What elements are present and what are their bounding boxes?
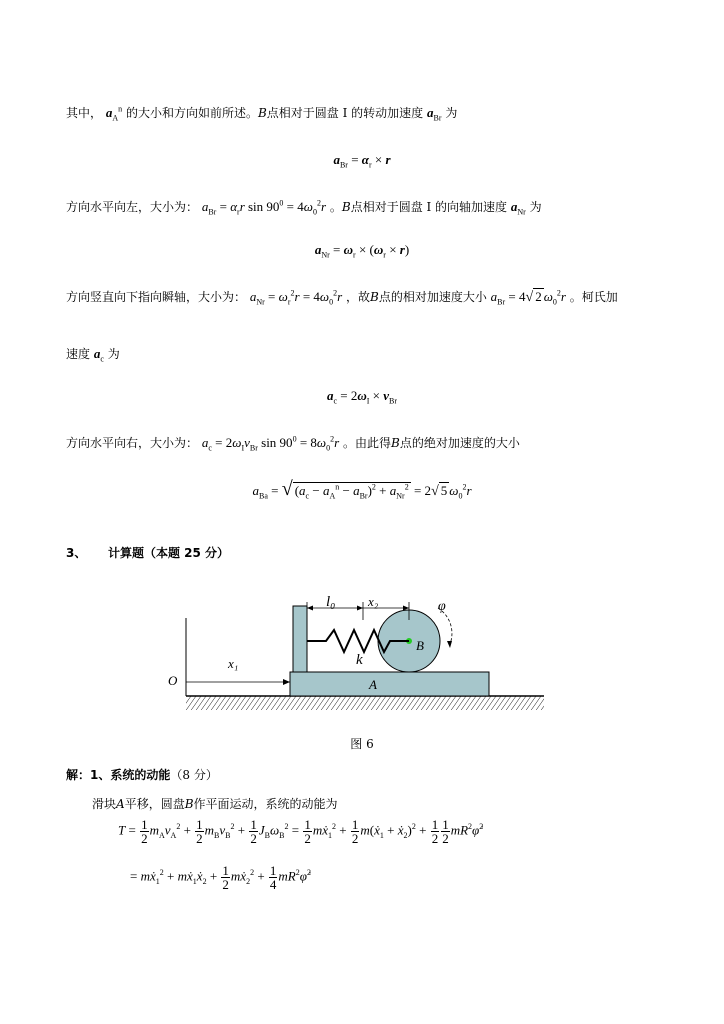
label-x2: x₂: [368, 594, 379, 609]
solution-label: 解：: [66, 768, 91, 782]
equation-a-Br: $a_{Br} = \alpha_r \times r$: [333, 152, 391, 170]
label-l0: l₀: [326, 594, 336, 610]
text-line-6: [66, 345, 120, 362]
label-phi: φ: [438, 599, 446, 614]
text-fragment: B: [257, 106, 267, 120]
text-fragment: ，故: [345, 290, 370, 304]
solution-heading: [66, 766, 218, 783]
equation-kinetic-energy-2: = mẋ$_1^2$ + mẋ$_1$ẋ$_2$ + $\frac{1}{2}$ mẋ$_2^2$ + $\frac{1}{4}$ $mR^2\varphi̇^2$: [130, 863, 311, 892]
equation-a-Ba: $a_{Ba}$ = √ $(a_c - a_A^n - a_{Br})^2 + a_{Nr}^2 = 2√$ 5 $\omega_0^2r$: [252, 478, 472, 501]
section-number: 3、: [66, 546, 87, 560]
ground-hatching: [186, 696, 544, 710]
text-fragment: 为: [529, 200, 542, 214]
text-fragment: B: [391, 436, 400, 450]
text-fragment: 滑块: [92, 797, 117, 811]
math-a-Nr-value: $a_{Nr} = \omega_r^2r = 4\omega_0^2r$: [249, 288, 343, 307]
math-a-A-n: $a_A^n$: [105, 104, 123, 123]
solution-step-title: 1、系统的动能: [90, 768, 171, 782]
text-fragment: 点的绝对加速度的大小: [399, 436, 520, 450]
text-fragment: 。: [329, 200, 342, 214]
math-a-Br-value: $a_{Br} = \alpha_rr$ $\sin 90^0 = 4\omega_0^2r$: [201, 198, 327, 217]
text-fragment: 为: [445, 106, 458, 120]
text-fragment: 为: [107, 347, 120, 361]
math-a-c: $a_c$: [93, 346, 104, 364]
math-a-Br: $a_{Br}$: [427, 105, 442, 123]
text-fragment: 平移，圆盘: [124, 797, 185, 811]
post: [293, 606, 307, 672]
solution-description: [92, 795, 338, 812]
text-line-1: [66, 104, 457, 121]
text-fragment: 的大小和方向如前所述。: [125, 106, 258, 120]
text-line-5: [66, 288, 618, 306]
label-x1: x₁: [228, 656, 239, 671]
text-fragment: B: [341, 200, 351, 214]
equation-kinetic-energy-1: T = $\frac{1}{2}$ $m_Av_A^2$ + $\frac{1}{2}$ $m_Bv_B^2$ + $\frac{1}{2}$ $J_B\omega_B^2$ = $\frac{1}{2}$ mẋ$_1^2$ + $\frac{1}{2}$ m(ẋ$_1$ + ẋ$_2$)$^2$ + $\frac{1}{2}$ $\frac{1}{2}$ $mR^2\varphi̇^2$: [118, 817, 484, 846]
text-fragment: 点相对于圆盘 I 的转动加速度: [266, 106, 424, 120]
text-fragment: 。由此得: [342, 436, 391, 450]
text-fragment: A: [116, 797, 125, 811]
text-fragment: 方向水平向左，大小为：: [66, 200, 199, 214]
block-A: [290, 672, 489, 696]
text-fragment: 方向水平向右，大小为：: [66, 436, 199, 450]
label-origin: O: [168, 673, 178, 688]
math-a-Nr: $a_{Nr}$: [510, 199, 526, 217]
label-k: k: [356, 652, 363, 668]
math-a-Br-rel: $a_{Br} = 4√$ 2 $\omega_0^2r$: [490, 288, 566, 307]
text-fragment: 速度: [66, 347, 91, 361]
text-fragment: 。柯氏加: [569, 290, 618, 304]
equation-a-Nr: $a_{Nr} = \omega_r \times (\omega_r \times r)$: [314, 242, 410, 260]
text-fragment: 点相对于圆盘 I 的向轴加速度: [350, 200, 508, 214]
text-fragment: 其中，: [66, 106, 103, 120]
text-fragment: 方向竖直向下指向瞬轴，大小为：: [66, 290, 247, 304]
label-A: A: [369, 677, 377, 692]
equation-a-c: $a_c = 2\omega_I \times v_{Br}$: [326, 388, 398, 406]
solution-step-points: （8 分）: [170, 768, 218, 782]
text-fragment: 作平面运动，系统的动能为: [193, 797, 338, 811]
label-B: B: [416, 638, 424, 653]
figure-caption: 图 6: [350, 737, 374, 751]
text-fragment: B: [370, 290, 379, 304]
text-fragment: 点的相对加速度大小: [378, 290, 487, 304]
text-fragment: B: [184, 797, 194, 811]
math-a-c-value: $a_c = 2\omega_Iv_{Br}$ $\sin 90^0 = 8\omega_0^2r$: [201, 434, 340, 453]
figure-6: [160, 590, 560, 720]
text-line-3: [66, 198, 542, 215]
section-title: 计算题（本题 25 分）: [108, 546, 230, 560]
text-line-8: [66, 434, 520, 451]
